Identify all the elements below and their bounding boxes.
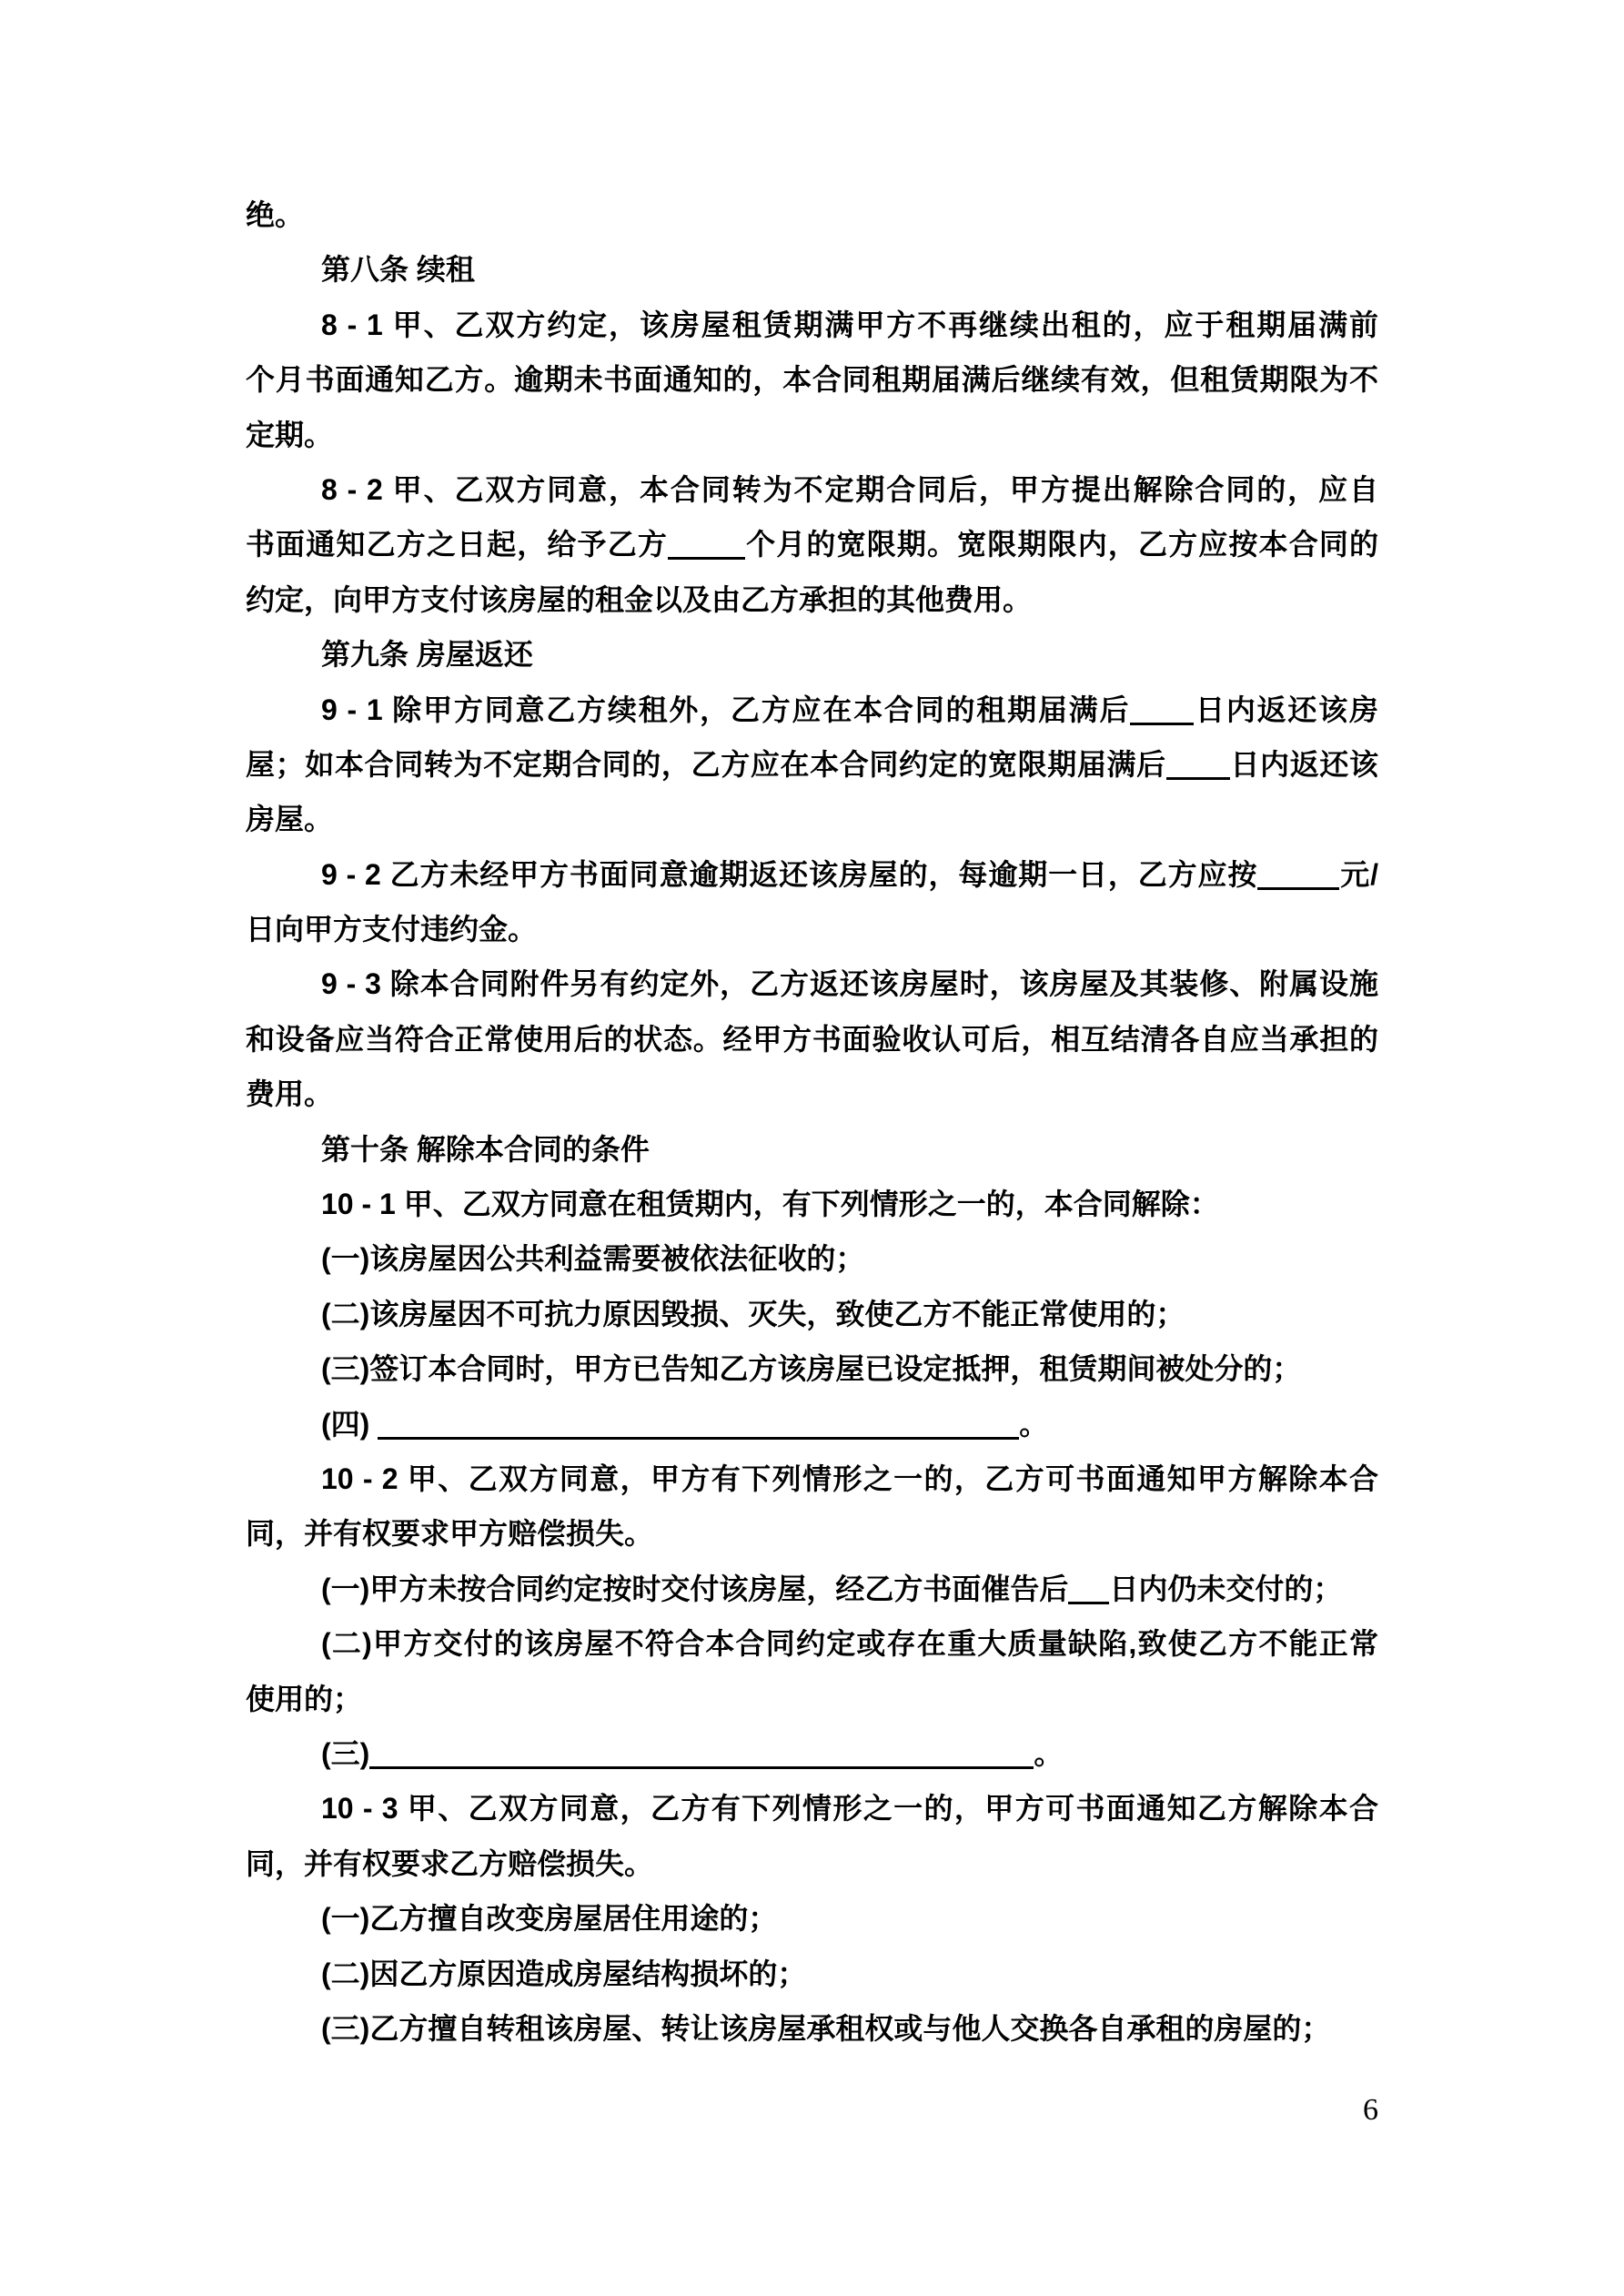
body-line — [246, 737, 1378, 792]
list-item — [246, 1891, 1378, 1946]
fill-in-blank — [378, 1437, 1019, 1440]
body-line — [246, 1012, 1378, 1067]
fill-in-blank — [1257, 887, 1339, 890]
text-run: 第八条 续租 — [321, 253, 475, 287]
text-run: 个月书面通知乙方。逾期未书面通知的，本合同租期届满后继续有效，但租赁期限为不 — [246, 363, 1378, 397]
body-line — [246, 792, 1378, 846]
text-run: (三)乙方擅自转租该房屋、转让该房屋承租权或与他人交换各自承租的房屋的； — [321, 2011, 1331, 2045]
text-run: 和设备应当符合正常使用后的状态。经甲方书面验收认可后，相互结清各自应当承担的 — [246, 1022, 1378, 1056]
body-line — [246, 1067, 1378, 1121]
fill-in-blank — [369, 1766, 1034, 1769]
body-line — [246, 902, 1378, 956]
text-run: (三) — [321, 1736, 370, 1770]
text-run: (二)甲方交付的该房屋不符合本合同约定或存在重大质量缺陷,致使乙方不能正常 — [321, 1627, 1378, 1661]
text-run: 。 — [1019, 1407, 1049, 1441]
text-run: (一)甲方未按合同约定按时交付该房屋，经乙方书面催告后 — [321, 1572, 1069, 1605]
body-line — [246, 352, 1378, 407]
body-line — [246, 1506, 1378, 1561]
text-run: 8 - 1 甲、乙双方约定，该房屋租赁期满甲方不再继续出租的，应于租期届满前 — [321, 308, 1378, 341]
body-line — [246, 1177, 1378, 1231]
text-run: (二)因乙方原因造成房屋结构损坏的； — [321, 1957, 807, 1990]
contract-text — [246, 187, 1378, 2056]
list-item — [246, 1562, 1378, 1616]
body-line — [246, 1836, 1378, 1891]
body-line — [246, 1451, 1378, 1506]
page-number: 6 — [1363, 2093, 1378, 2127]
list-item — [246, 2001, 1378, 2056]
text-run: 10 - 2 甲、乙双方同意，甲方有下列情形之一的，乙方可书面通知甲方解除本合 — [321, 1462, 1378, 1495]
body-line — [246, 298, 1378, 352]
body-line — [246, 462, 1378, 517]
text-run: 日内仍未交付的； — [1109, 1572, 1343, 1605]
list-item — [246, 1231, 1378, 1286]
text-run: 同，并有权要求乙方赔偿损失。 — [246, 1846, 654, 1880]
list-item — [246, 1616, 1378, 1671]
text-run: 日向甲方支付违约金。 — [246, 913, 538, 946]
list-item — [246, 1947, 1378, 2001]
text-run: 个月的宽限期。宽限期限内，乙方应按本合同的 — [745, 528, 1378, 561]
text-run: 使用的； — [246, 1682, 363, 1715]
text-run: (三)签订本合同时，甲方已告知乙方该房屋已设定抵押，租赁期间被处分的； — [321, 1352, 1302, 1386]
body-line — [246, 956, 1378, 1011]
text-run: 元/ — [1339, 857, 1378, 891]
text-run: 同，并有权要求甲方赔偿损失。 — [246, 1517, 654, 1551]
list-item — [246, 1341, 1378, 1396]
fill-in-blank — [668, 557, 745, 560]
text-run: (四) — [321, 1407, 378, 1441]
body-line — [246, 683, 1378, 737]
text-run: 书面通知乙方之日起，给予乙方 — [246, 528, 668, 561]
list-item — [246, 1287, 1378, 1341]
clause-heading — [246, 627, 1378, 682]
body-line — [246, 408, 1378, 462]
text-run: 10 - 1 甲、乙双方同意在租赁期内，有下列情形之一的，本合同解除： — [321, 1188, 1219, 1221]
list-item-blank — [246, 1397, 1378, 1451]
text-run: 10 - 3 甲、乙双方同意，乙方有下列情形之一的，甲方可书面通知乙方解除本合 — [321, 1792, 1378, 1826]
list-item-blank — [246, 1726, 1378, 1781]
text-run: 9 - 1 除甲方同意乙方续租外，乙方应在本合同的租期届满后 — [321, 693, 1131, 726]
text-run: 第九条 房屋返还 — [321, 638, 533, 672]
fill-in-blank — [1166, 777, 1230, 780]
text-run: 房屋。 — [246, 803, 334, 836]
body-line — [246, 1672, 1378, 1726]
text-run: 费用。 — [246, 1077, 334, 1111]
text-run: 9 - 3 除本合同附件另有约定外，乙方返还该房屋时，该房屋及其装修、附属设施 — [321, 967, 1378, 1001]
text-run: 第十条 解除本合同的条件 — [321, 1132, 650, 1166]
text-run: (二)该房屋因不可抗力原因毁损、灭失，致使乙方不能正常使用的； — [321, 1297, 1185, 1330]
body-line — [246, 517, 1378, 571]
text-run: 8 - 2 甲、乙双方同意，本合同转为不定期合同后，甲方提出解除合同的，应自 — [321, 472, 1378, 506]
text-run: 日内返还该 — [1229, 747, 1378, 781]
text-run: 绝。 — [246, 198, 305, 231]
body-line — [246, 847, 1378, 902]
text-run: 。 — [1034, 1736, 1064, 1770]
text-run: 9 - 2 乙方未经甲方书面同意逾期返还该房屋的，每逾期一日，乙方应按 — [321, 857, 1258, 891]
clause-heading — [246, 242, 1378, 297]
text-run: (一)乙方擅自改变房屋居住用途的； — [321, 1902, 778, 1936]
body-line — [246, 187, 1378, 242]
fill-in-blank — [1068, 1602, 1109, 1604]
text-run: (一)该房屋因公共利益需要被依法征收的； — [321, 1242, 865, 1276]
text-run: 定期。 — [246, 418, 334, 451]
body-line — [246, 1781, 1378, 1836]
text-run: 屋；如本合同转为不定期合同的，乙方应在本合同约定的宽限期届满后 — [246, 747, 1166, 781]
clause-heading — [246, 1122, 1378, 1177]
text-run: 约定，向甲方支付该房屋的租金以及由乙方承担的其他费用。 — [246, 582, 1033, 616]
body-line — [246, 572, 1378, 627]
text-run: 日内返还该房 — [1194, 693, 1378, 726]
fill-in-blank — [1130, 723, 1194, 725]
